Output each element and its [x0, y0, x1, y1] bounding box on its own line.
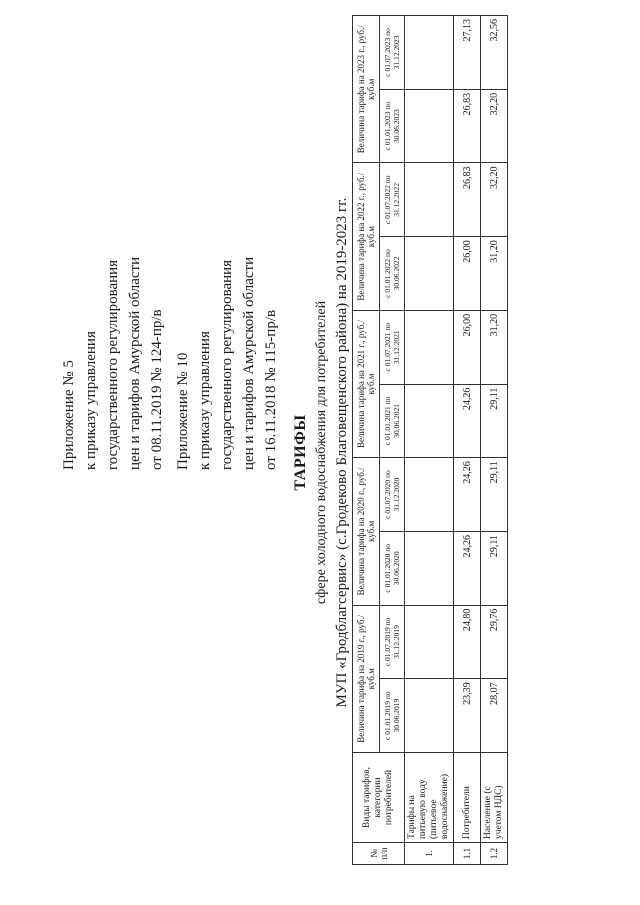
tariff-value: 24,26 — [454, 531, 481, 605]
header-period: с 01.07.2023 по 31.12.2023 — [380, 16, 405, 90]
table-row — [481, 16, 508, 865]
annex-line: от 16.11.2018 № 115-пр/в — [263, 309, 279, 470]
document-title — [290, 0, 353, 905]
tariff-value: 26,00 — [454, 237, 481, 311]
tariff-value: 31,20 — [481, 237, 508, 311]
title-subtitle: сфере холодного водоснабжения для потребителей — [314, 300, 329, 605]
header-period: с 01.07.2020 по 31.12.2020 — [380, 458, 405, 532]
header-year-2019: Величина тарифа на 2019 г., руб./куб.м — [353, 605, 380, 752]
annex-line: к приказу управления — [197, 331, 213, 470]
row-number: 1.2 — [481, 843, 508, 865]
tariff-value: 29,76 — [481, 605, 508, 679]
annex-line: государственного регулирования — [219, 259, 235, 470]
table-row — [454, 16, 481, 865]
tariff-value: 27,13 — [454, 16, 481, 90]
tariff-value: 32,20 — [481, 89, 508, 163]
header-period: с 01.01.2020 по 30.06.2020 — [380, 531, 405, 605]
annex-10-block — [172, 257, 282, 470]
annex-line: от 08.11.2019 № 124-пр/в — [149, 309, 165, 470]
tariff-value: 23,39 — [454, 679, 481, 753]
tariff-value: 32,20 — [481, 163, 508, 237]
title-organization: МУП «Гродблагсервис» (с.Гродеково Благовещенского района) на 2019-2023 гг. — [334, 197, 350, 708]
row-name: Тарифы на питьевую воду (питьевое водоснабжение) — [405, 753, 454, 843]
annex-line: государственного регулирования — [105, 259, 121, 470]
row-name: Потребители — [454, 753, 481, 843]
header-period: с 01.01.2019 по 30.06.2019 — [380, 679, 405, 753]
annex-line: Приложение № 10 — [175, 352, 191, 470]
table-row — [405, 16, 454, 865]
tariffs-table — [352, 15, 508, 865]
header-year-2023: Величина тарифа на 2023 г., руб./куб.м — [353, 16, 380, 164]
annex-line: цен и тарифов Амурской области — [241, 256, 257, 470]
header-year-2022: Величина тарифа на 2022 г., руб./куб.м — [353, 163, 380, 310]
annex-line: Приложение № 5 — [61, 360, 77, 470]
tariff-value: 29,11 — [481, 531, 508, 605]
tariff-value: 24,80 — [454, 605, 481, 679]
header-period: с 01.01.2021 по 30.06.2021 — [380, 384, 405, 458]
header-period: с 01.07.2021 по 31.12.2021 — [380, 310, 405, 384]
tariff-value: 26,83 — [454, 163, 481, 237]
header-number: № п/п — [353, 843, 405, 865]
tariff-value: 31,20 — [481, 310, 508, 384]
header-period: с 01.07.2019 по 31.12.2019 — [380, 605, 405, 679]
tariff-value: 29,11 — [481, 458, 508, 532]
row-number: 1.1 — [454, 843, 481, 865]
row-number: 1. — [405, 843, 454, 865]
tariff-value: 29,11 — [481, 384, 508, 458]
tariff-value: 26,00 — [454, 310, 481, 384]
tariff-value: 24,26 — [454, 458, 481, 532]
title-main: ТАРИФЫ — [292, 414, 309, 491]
header-period: с 01.01.2023 по 30.06.2023 — [380, 89, 405, 163]
tariff-value: 24,26 — [454, 384, 481, 458]
annex-line: цен и тарифов Амурской области — [127, 256, 143, 470]
tariff-value: 26,83 — [454, 89, 481, 163]
header-year-2021: Величина тарифа на 2021 г., руб./куб.м — [353, 310, 380, 457]
tariff-value: 32,56 — [481, 16, 508, 90]
header-period: с 01.01.2022 по 30.06.2022 — [380, 237, 405, 311]
header-tariff-type: Виды тарифов, категории потребителей — [353, 753, 405, 843]
annex-line: к приказу управления — [83, 331, 99, 470]
annex-5-block — [58, 257, 168, 470]
header-period: с 01.07.2022 по 31.12.2022 — [380, 163, 405, 237]
header-year-2020: Величина тарифа на 2020 г., руб./куб.м — [353, 458, 380, 605]
tariff-value: 28,07 — [481, 679, 508, 753]
row-name: Население (с учетом НДС) — [481, 753, 508, 843]
